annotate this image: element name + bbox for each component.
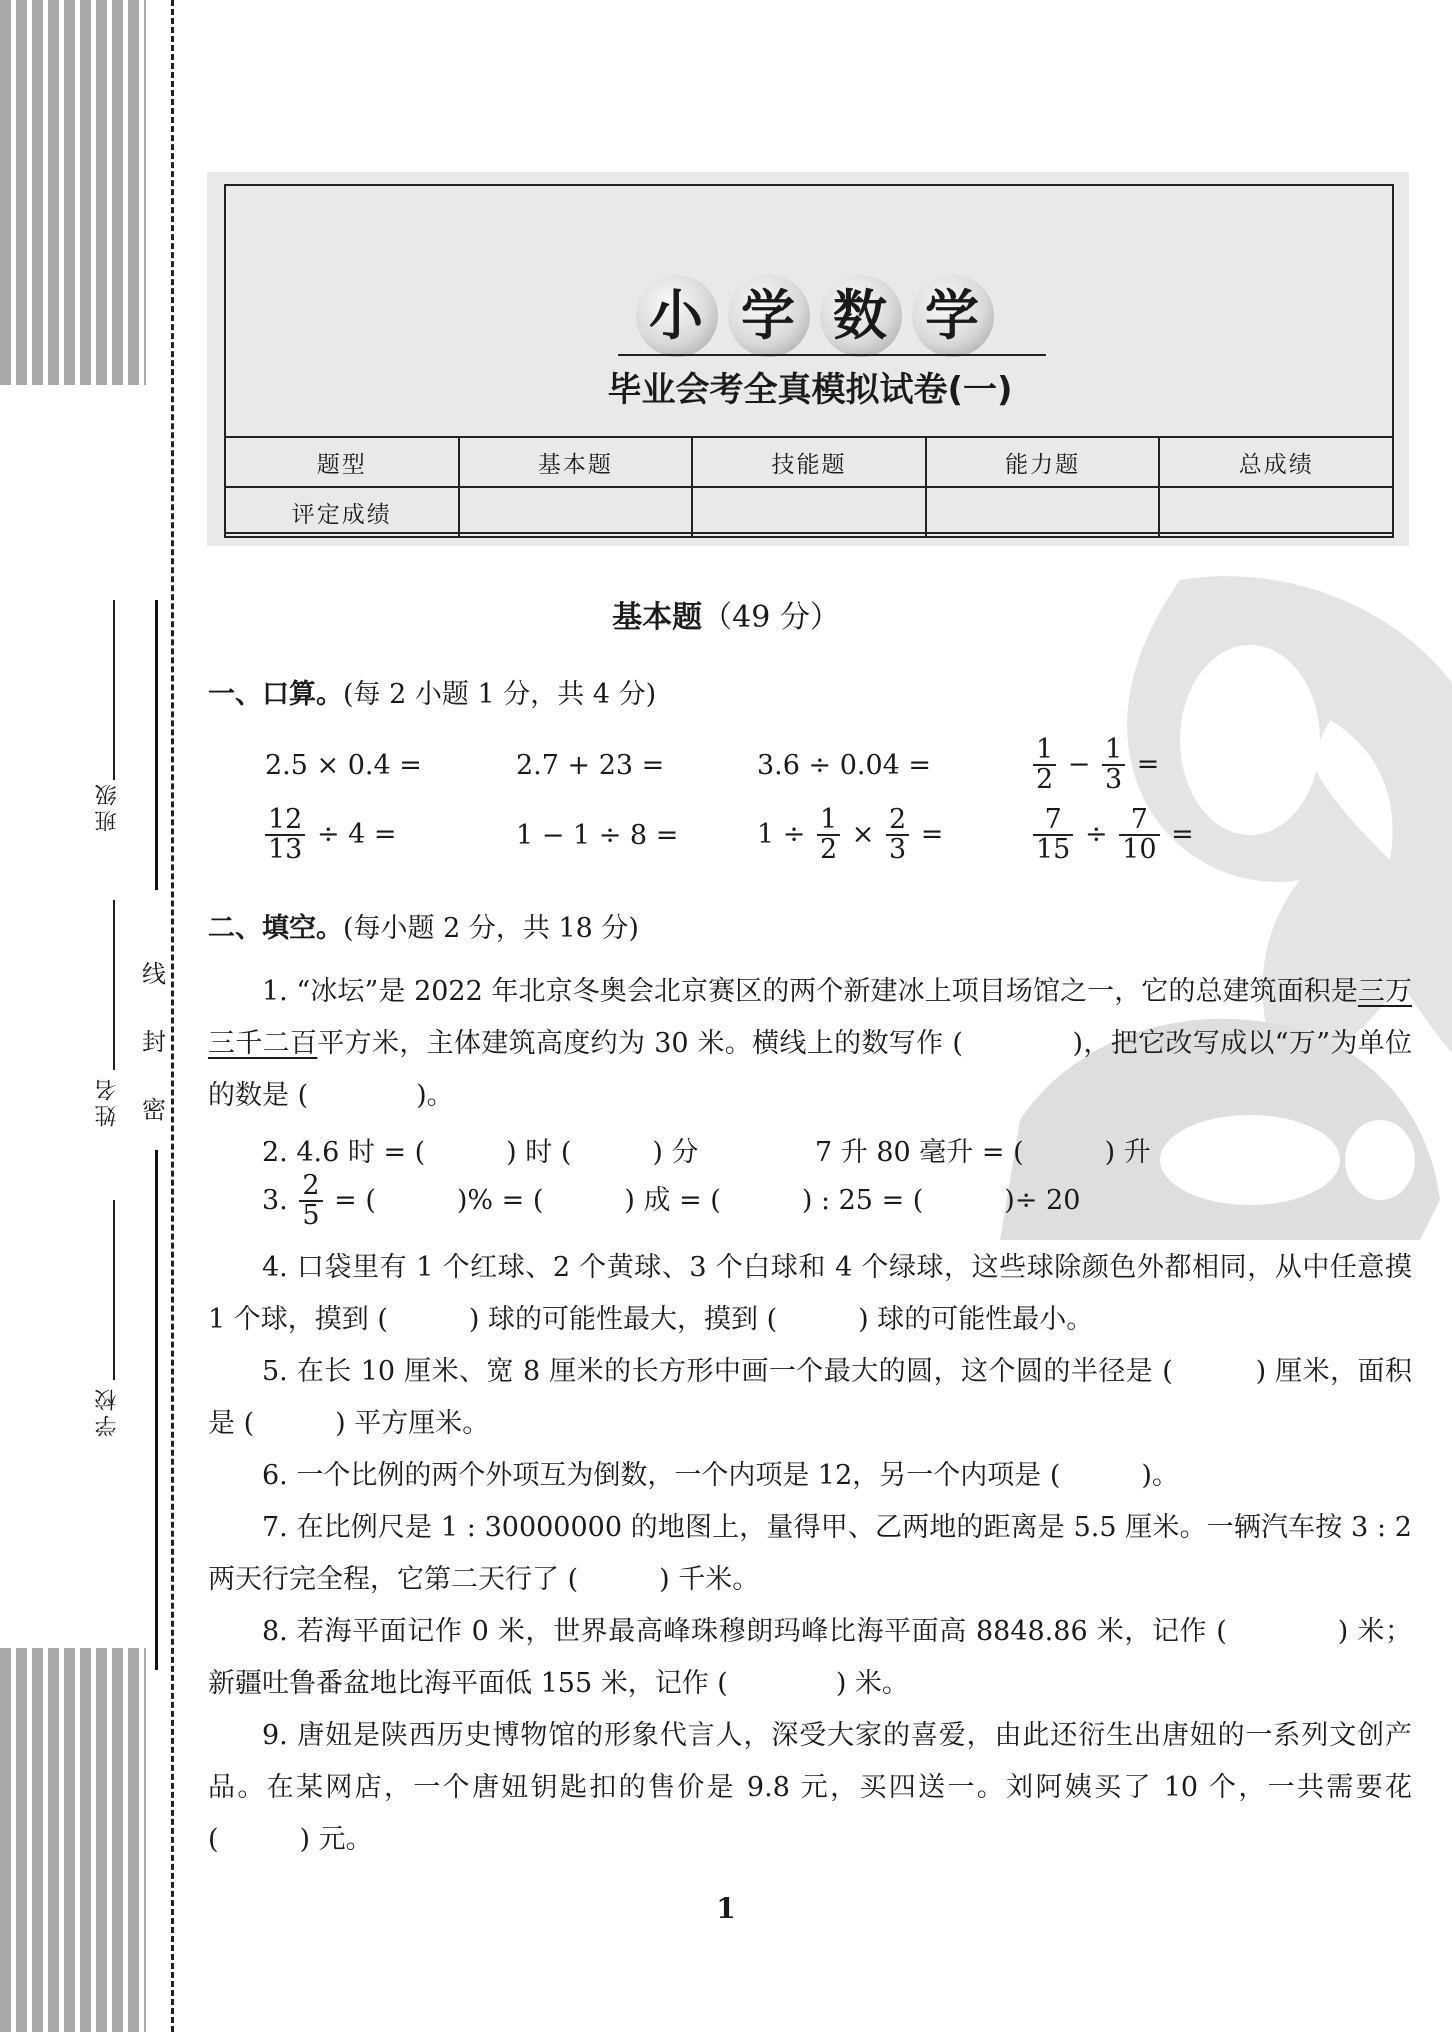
q2-item-2b: 7 升 80 毫升 = ( ) 升: [815, 1137, 1151, 1168]
calc-item-4: $\frac{1}{2}$ − $\frac{1}{3}$ =: [1030, 736, 1159, 795]
q2-item-7: 7. 在比例尺是 1 : 30000000 的地图上，量得甲、乙两地的距离是 5.5 厘米。一辆汽车按 3 : 2 两天行完全程，它第二天行了 ( ) 千米。: [208, 1512, 1412, 1595]
margin-gap: [146, 0, 158, 2032]
calc-item-2: 2.7 + 23 =: [516, 750, 665, 781]
q2-item-1: 1. “冰坛”是 2022 年北京冬奥会北京赛区的两个新建冰上项目场馆之一，它的总建筑面积是三万三千二百平方米，主体建筑高度约为 30 米。横线上的数写作 ( )，把它改写成以“万”为单位的数是 ( )。: [208, 976, 1412, 1111]
q2-item-8: 8. 若海平面记作 0 米，世界最高峰珠穆朗玛峰比海平面高 8848.86 米，记作 ( ) 米；新疆吐鲁番盆地比海平面低 155 米，记作 ( ) 米。: [208, 1616, 1412, 1699]
calc-item-7: 1 ÷ $\frac{1}{2}$ × $\frac{2}{3}$ =: [757, 804, 944, 866]
q2-item-2a: 2. 4.6 时 = ( ) 时 ( ) 分: [262, 1137, 699, 1168]
margin-stripes-bottom: [0, 1648, 146, 2032]
score-header-type: 题型: [225, 437, 459, 487]
score-cell-ability[interactable]: [926, 487, 1160, 537]
q2-item-5: 5. 在长 10 厘米、宽 8 厘米的长方形中画一个最大的圆，这个圆的半径是 ( ) 厘米，面积是 ( ) 平方厘米。: [208, 1356, 1412, 1439]
score-header-basic: 基本题: [459, 437, 693, 487]
seal-char-line: 线: [140, 950, 168, 993]
q2-item-6: 6. 一个比例的两个外项互为倒数，一个内项是 12，另一个内项是 ( )。: [262, 1460, 1179, 1491]
q1-note: (每 2 小题 1 分，共 4 分): [343, 679, 657, 710]
title-char: 学: [912, 275, 994, 357]
title-char: 学: [728, 275, 810, 357]
seal-char-seal: 封: [140, 1018, 168, 1061]
score-cell-total[interactable]: [1159, 487, 1393, 537]
name-label: 姓名: [95, 1075, 120, 1127]
fraction: $\frac{2}{5}$: [299, 1172, 322, 1231]
fraction: $\frac{12}{13}$: [265, 806, 305, 865]
calc-item-8: $\frac{7}{15}$ ÷ $\frac{7}{10}$ =: [1030, 806, 1194, 865]
exam-title: [620, 275, 1010, 357]
q2-item-9: 9. 唐妞是陕西历史博物馆的形象代言人，深受大家的喜爱，由此还衍生出唐妞的一系列文创产品。在某网店，一个唐妞钥匙扣的售价是 9.8 元，买四送一。刘阿姨买了 10 个，一共需要花 ( ) 元。: [208, 1720, 1412, 1855]
fraction: $\frac{7}{15}$: [1033, 806, 1073, 865]
score-header-total: 总成绩: [1159, 437, 1393, 487]
section-name: 基本题: [612, 600, 703, 635]
q2-note: (每小题 2 分，共 18 分): [343, 913, 639, 944]
page-number: 1: [716, 1892, 736, 1925]
binding-line-2: [155, 1150, 158, 1670]
margin-stripes-top: [0, 0, 146, 385]
q2-title: 二、填空。: [208, 913, 343, 944]
fraction: $\frac{1}{2}$: [817, 806, 840, 865]
calc-item-3: 3.6 ÷ 0.04 =: [757, 750, 932, 781]
school-label: 学校: [95, 1385, 120, 1437]
score-cell-skill[interactable]: [692, 487, 926, 537]
score-cell-basic[interactable]: [459, 487, 693, 537]
q2-heading: [208, 906, 639, 945]
calc-item-5: $\frac{12}{13}$ ÷ 4 =: [262, 806, 397, 865]
seal-char-secret: 密: [140, 1086, 168, 1129]
name-blank: [113, 900, 115, 1070]
score-header-ability: 能力题: [926, 437, 1160, 487]
score-header-skill: 技能题: [692, 437, 926, 487]
exam-subtitle: 毕业会考全真模拟试卷(一): [607, 370, 1013, 410]
calc-item-6: 1 − 1 ÷ 8 =: [516, 820, 679, 851]
q2-item-4: 4. 口袋里有 1 个红球、2 个黄球、3 个白球和 4 个绿球，这些球除颜色外都相同，从中任意摸 1 个球，摸到 ( ) 球的可能性最大，摸到 ( ) 球的可能性最小。: [208, 1252, 1412, 1335]
fraction: $\frac{7}{10}$: [1119, 806, 1159, 865]
q1-heading: [208, 672, 656, 711]
calc-item-1: 2.5 × 0.4 =: [265, 750, 422, 781]
fraction: $\frac{1}{2}$: [1033, 736, 1056, 795]
section-score: （49 分）: [702, 600, 840, 635]
binding-line-1: [155, 600, 158, 890]
q1-title: 一、口算。: [208, 679, 343, 710]
title-char: 小: [636, 275, 718, 357]
score-table: [224, 436, 1394, 538]
section-title: [0, 592, 1452, 636]
score-row-label: 评定成绩: [225, 487, 459, 537]
class-label: 班级: [95, 780, 120, 832]
underlined-number: 三万三千二百: [208, 976, 1412, 1059]
school-blank: [113, 1200, 115, 1380]
fraction: $\frac{2}{3}$: [886, 806, 909, 865]
fraction: $\frac{1}{3}$: [1102, 736, 1125, 795]
title-rule: [618, 354, 1046, 356]
title-char: 数: [820, 275, 902, 357]
cut-line: [171, 0, 174, 2032]
q2-item-3: 3. $\frac{2}{5}$ = ( )% = ( ) 成 = ( ) : 25 = ( )÷ 20: [262, 1170, 1081, 1232]
